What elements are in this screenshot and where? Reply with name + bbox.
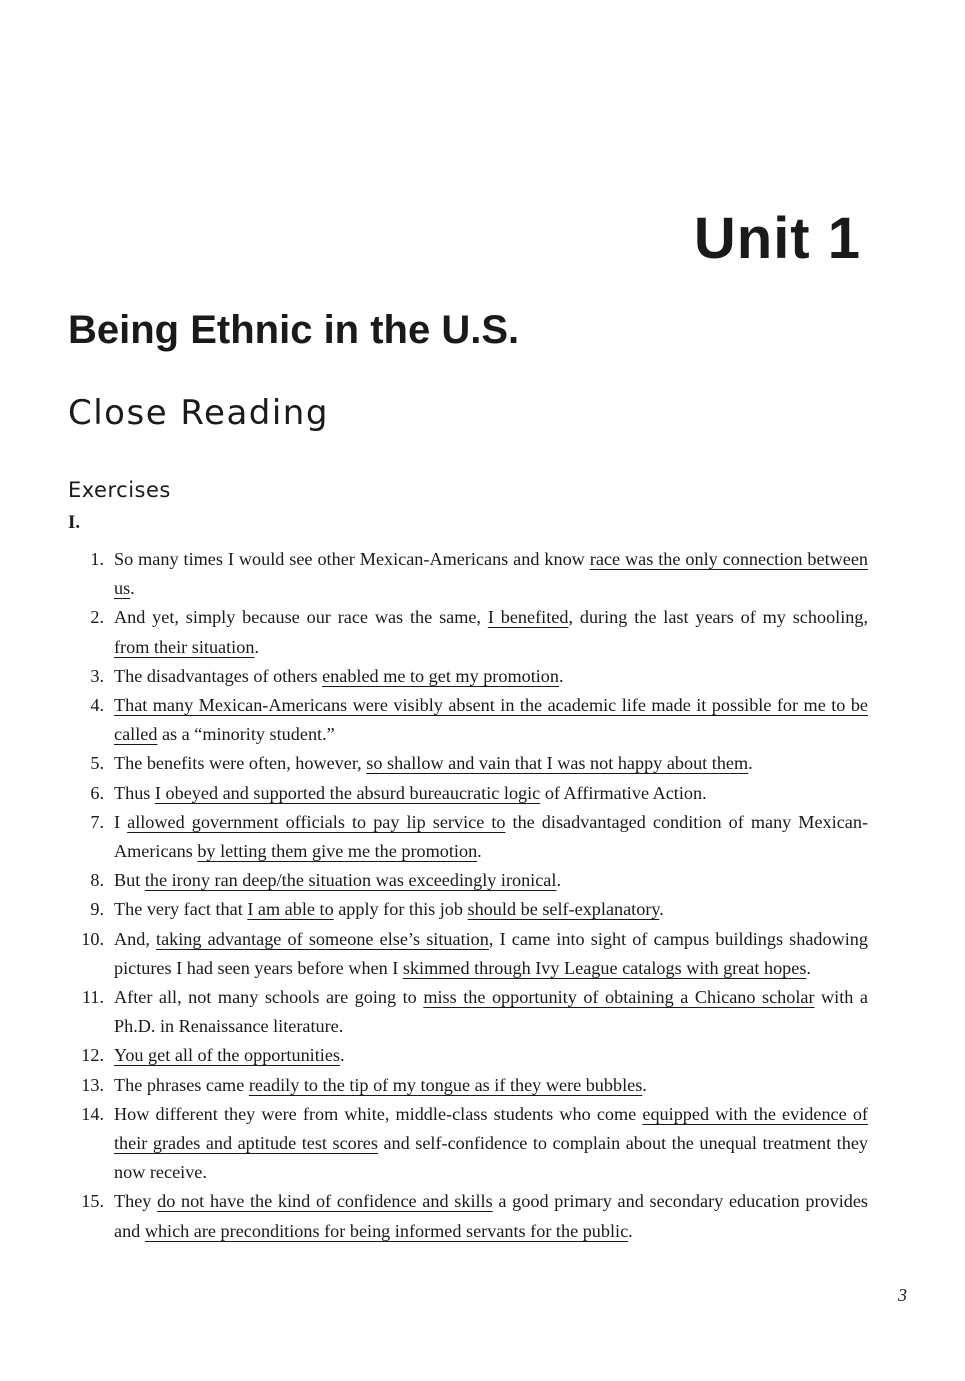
exercise-list [60, 545, 868, 1246]
exercise-number: 7. [90, 811, 104, 832]
text-segment: the disadvantaged condition of many Mexican-Americans [114, 811, 868, 862]
chapter-title: Being Ethnic in the U.S. [68, 308, 520, 352]
exercise-item [60, 866, 868, 895]
text-segment: I [114, 811, 128, 832]
exercise-text [114, 1100, 868, 1188]
exercise-number: 11. [81, 987, 104, 1008]
subsection-title: Exercises [68, 478, 171, 502]
underlined-phrase: taking advantage of someone else’s situation [156, 928, 489, 949]
underlined-phrase: readily to the tip of my tongue as if they were bubbles [248, 1074, 643, 1095]
underlined-phrase: so shallow and vain that I was not happy about them [366, 753, 749, 774]
text-segment: How different they were from white, middle-class students who come [114, 1103, 643, 1124]
exercise-text [114, 691, 868, 749]
text-segment: After all, not many schools are going to [114, 987, 424, 1008]
exercise-number: 13. [81, 1074, 104, 1095]
text-segment: . [748, 753, 753, 774]
text-segment: The very fact that [114, 899, 248, 920]
exercise-item [60, 749, 868, 778]
exercise-item [60, 983, 868, 1041]
exercise-text [114, 1041, 868, 1070]
exercise-number: 12. [81, 1045, 104, 1066]
underlined-phrase: miss the opportunity of obtaining a Chicano scholar [423, 987, 815, 1008]
text-segment: So many times I would see other Mexican-Americans and know [114, 549, 590, 569]
text-segment: And yet, simply because our race was the same, [114, 607, 488, 628]
underlined-phrase: should be self-explanatory [467, 899, 660, 920]
exercise-item [60, 779, 868, 808]
text-segment: and self-confidence to complain about the unequal treatment they now receive. [114, 1133, 868, 1183]
text-segment: The phrases came [114, 1074, 249, 1095]
page-number: 3 [898, 1285, 907, 1305]
exercise-number: 3. [90, 665, 104, 686]
exercise-number: 9. [90, 899, 104, 920]
exercise-number: 6. [90, 782, 104, 803]
exercise-text [114, 749, 868, 778]
exercise-text [114, 779, 868, 808]
exercise-text [114, 1187, 868, 1245]
exercise-item [60, 1187, 868, 1245]
exercise-item [60, 1041, 868, 1070]
text-segment: . [556, 870, 561, 891]
exercise-item [60, 691, 868, 749]
text-segment: Thus [114, 782, 155, 803]
text-segment: a good primary and secondary education provides and [114, 1191, 868, 1241]
exercise-item [60, 1100, 868, 1188]
underlined-phrase: the irony ran deep/the situation was exceedingly ironical [144, 870, 557, 891]
part-label: I. [68, 512, 81, 533]
text-segment: And, [114, 928, 157, 949]
exercise-item [60, 603, 868, 661]
exercise-number: 10. [81, 928, 104, 949]
exercise-text [114, 925, 868, 983]
exercise-text [114, 895, 868, 924]
text-segment: of Affirmative Action. [540, 782, 707, 803]
text-segment: . [642, 1074, 647, 1095]
text-segment: They [114, 1191, 158, 1212]
exercise-text [114, 1071, 868, 1100]
underlined-phrase: from their situation [114, 636, 255, 657]
exercise-number: 4. [90, 695, 104, 716]
underlined-phrase: race was the only connection between us [114, 549, 869, 599]
exercise-item [60, 545, 868, 603]
exercise-number: 1. [90, 549, 104, 569]
exercise-item [60, 925, 868, 983]
text-segment: . [558, 665, 564, 686]
text-segment: . [806, 957, 811, 978]
text-segment: But [114, 870, 145, 891]
text-segment: apply for this job [333, 899, 468, 920]
section-title: Close Reading [68, 393, 329, 433]
text-segment: The benefits were often, however, [114, 753, 367, 774]
exercise-number: 8. [90, 870, 104, 891]
underlined-phrase: enabled me to get my promotion [322, 665, 559, 686]
text-segment: , during the last years of my schooling, [568, 607, 869, 628]
underlined-phrase: I obeyed and supported the absurd bureaucratic logic [154, 782, 541, 803]
text-segment: . [130, 578, 135, 599]
unit-title: Unit 1 [693, 206, 861, 271]
underlined-phrase: I benefited [487, 607, 569, 628]
text-segment: . [254, 636, 259, 657]
underlined-phrase: You get all of the opportunities [114, 1045, 340, 1066]
underlined-phrase: I am able to [247, 899, 334, 920]
exercise-text [114, 983, 868, 1041]
underlined-phrase: skimmed through Ivy League catalogs with great hopes [402, 957, 807, 978]
underlined-phrase: allowed government officials to pay lip service to [127, 811, 506, 832]
underlined-phrase: by letting them give me the promotion [197, 841, 478, 862]
text-segment: as a “minority student.” [157, 724, 335, 745]
exercise-text [114, 545, 868, 603]
exercise-number: 5. [90, 753, 104, 774]
exercise-item [60, 1071, 868, 1100]
exercise-text [114, 866, 868, 895]
text-segment: . [339, 1045, 345, 1066]
text-segment: . [628, 1220, 633, 1241]
underlined-phrase: do not have the kind of confidence and skills [157, 1191, 493, 1212]
text-segment: with a Ph.D. in Renaissance literature. [114, 987, 868, 1037]
underlined-phrase: That many Mexican-Americans were visibly absent in the academic life made it possible for me to be called [114, 695, 868, 745]
underlined-phrase: equipped with the evidence of their grades and aptitude test scores [114, 1103, 868, 1154]
text-segment: . [659, 899, 664, 920]
exercise-item [60, 662, 868, 691]
text-segment: , I came into sight of campus buildings shadowing pictures I had seen years before when I [114, 928, 868, 978]
exercise-text [114, 603, 868, 661]
text-segment: . [477, 841, 482, 862]
text-segment: The disadvantages of others [114, 665, 323, 686]
exercise-number: 14. [81, 1103, 104, 1124]
exercise-item [60, 808, 868, 866]
exercise-item [60, 895, 868, 924]
exercise-text [114, 662, 868, 691]
exercise-number: 2. [90, 607, 104, 628]
underlined-phrase: which are preconditions for being informed servants for the public [144, 1220, 629, 1241]
exercise-number: 15. [81, 1191, 104, 1212]
exercise-text [114, 808, 868, 866]
